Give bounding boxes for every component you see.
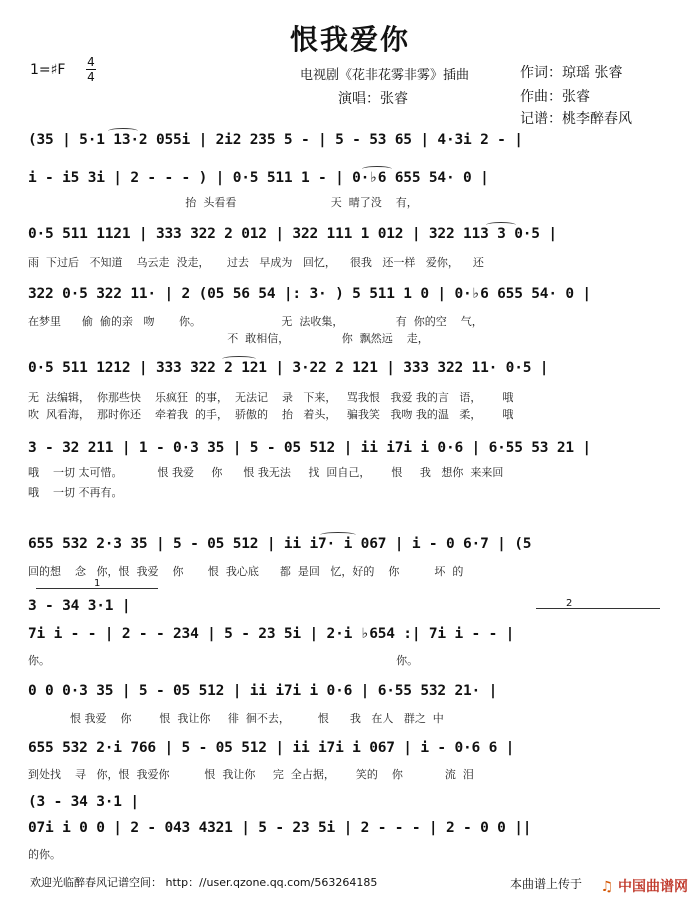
score-line: 0 0 0·3 35 | 5 - 05 512 | ii i7i i 0·6 | 6·55 532 21· | <box>28 683 498 699</box>
subtitle: 电视剧《花非花雾非雾》插曲 <box>300 68 470 83</box>
score-line: 3 - 34 3·1 | <box>28 598 131 614</box>
lyric-line: 恨 我爱 你 恨 我让你 徘 徊不去， 恨 我 在人 群之 中 <box>28 712 444 725</box>
score-line: i - i5 3i | 2 - - - ) | 0·5 511 1 - | 0·♭6 655 54· 0 | <box>28 170 489 186</box>
lyric-line: 不 敢相信， 你 飘然远 走， <box>28 332 429 345</box>
time-signature <box>86 56 96 83</box>
slur-mark <box>222 356 256 362</box>
key-signature: 1=♯F <box>30 62 66 78</box>
lyric-line: 雨 下过后 不知道 乌云走 没走， 过去 早成为 回忆， 很我 还一样 爱你， 还 <box>28 256 484 269</box>
footer-link-text: 欢迎光临醉春风记谱空间： http：//user.qzone.qq.com/563264185 <box>30 876 378 889</box>
volta-number: 1 <box>94 578 101 589</box>
score-line: 655 532 2·i 766 | 5 - 05 512 | ii i7i i 067 | i - 0·6 6 | <box>28 740 515 756</box>
lyric-line: 哦 一切 不再有。 <box>28 486 123 499</box>
score-line: 07i i 0 0 | 2 - 043 4321 | 5 - 23 5i | 2 - - - | 2 - 0 0 || <box>28 820 532 836</box>
logo-text: 中国曲谱网 <box>618 879 688 895</box>
score-line: 3 - 32 211 | 1 - 0·3 35 | 5 - 05 512 | ii i7i i 0·6 | 6·55 53 21 | <box>28 440 591 456</box>
time-signature-bottom: 4 <box>87 70 95 84</box>
footer-upload-text: 本曲谱上传于 <box>510 877 583 891</box>
page-title: 恨我爱你 <box>289 23 410 56</box>
composer: 作曲：张睿 <box>520 89 590 105</box>
score-line: 322 0·5 322 11· | 2 (05 56 54 |: 3· ) 5 511 1 0 | 0·♭6 655 54· 0 | <box>28 286 591 302</box>
score-line: 7i i - - | 2 - - 234 | 5 - 23 5i | 2·i ♭654 :| 7i i - - | <box>28 626 515 642</box>
lyric-line: 在梦里 偷 偷的亲 吻 你。 无 法收集， 有 你的空 气， <box>28 315 483 328</box>
slur-mark <box>108 128 138 134</box>
transcriber: 记谱：桃李醉春风 <box>520 111 632 127</box>
score-line: 0·5 511 1121 | 333 322 2 012 | 322 111 1 012 | 322 113 3 0·5 | <box>28 226 557 242</box>
logo-icon: ♫ <box>600 879 614 895</box>
score-line: 655 532 2·3 35 | 5 - 05 512 | ii i7· i 067 | i - 0 6·7 | (5 <box>28 536 532 552</box>
slur-mark <box>320 532 356 538</box>
lyric-line: 吹 风看海， 那时你还 牵着我 的手， 骄傲的 抬 着头， 骗我笑 我吻 我的温 柔， 哦 <box>28 408 514 421</box>
site-logo <box>601 876 688 896</box>
lyric-line: 你。 你。 <box>28 654 419 667</box>
time-signature-top: 4 <box>87 55 95 69</box>
lyric-line: 无 法编辑， 你那些快 乐疯狂 的事， 无法记 录 下来， 骂我恨 我爱 我的言 语， 哦 <box>28 391 514 404</box>
lyric-line: 回的想 念 你，恨 我爱 你 恨 我心底 都 是回 忆，好的 你 坏 的 <box>28 565 464 578</box>
volta-number: 2 <box>566 598 573 609</box>
score-line: 0·5 511 1212 | 333 322 2 121 | 3·22 2 121 | 333 322 11· 0·5 | <box>28 360 549 376</box>
slur-mark <box>486 222 516 228</box>
score-line: (3 - 34 3·1 | <box>28 794 139 810</box>
singer: 演唱：张睿 <box>338 91 408 107</box>
volta-bracket-2 <box>536 608 660 609</box>
lyricist: 作词：琼瑶 张睿 <box>520 65 623 81</box>
lyric-line: 到处找 寻 你，恨 我爱你 恨 我让你 完 全占据， 笑的 你 流 泪 <box>28 768 474 781</box>
lyric-line: 哦 一切 太可惜。 恨 我爱 你 恨 我无法 找 回自己， 恨 我 想你 来来回 <box>28 466 504 479</box>
lyric-line: 抬 头看看 天 晴了没 有， <box>28 196 418 209</box>
slur-mark <box>362 166 392 172</box>
lyric-line: 的你。 <box>28 848 61 861</box>
score-line: (35 | 5·1 13·2 055i | 2i2 235 5 - | 5 - 53 65 | 4·3i 2 - | <box>28 132 523 148</box>
